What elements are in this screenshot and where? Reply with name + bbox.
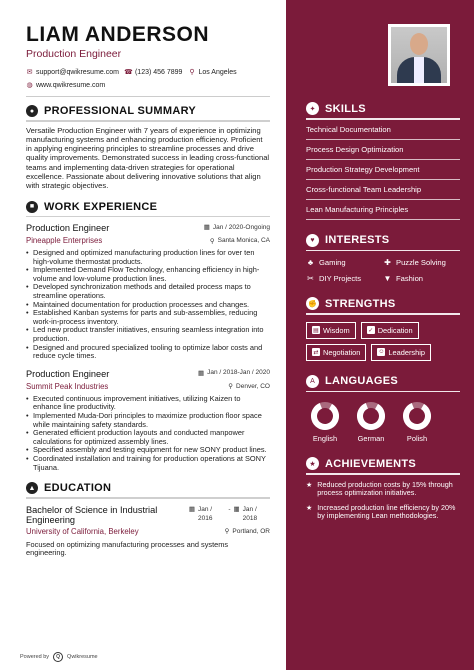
education-heading: [26, 482, 270, 494]
skill-item: Technical Documentation: [306, 120, 460, 140]
education-end: Jan / 2018: [242, 505, 258, 522]
bullet: • Led new product transfer initiatives, ensuring seamless integration into production.: [26, 326, 270, 343]
skills-list: [306, 120, 460, 220]
bullet: • Developed synchronization methods and detailed process maps to streamline operations.: [26, 283, 270, 300]
summary-heading: [26, 105, 270, 117]
language-label: German: [357, 434, 385, 443]
book-icon: ▤: [313, 327, 319, 334]
briefcase-icon: ■: [26, 201, 38, 213]
strength-label: Negotiation: [323, 347, 361, 357]
achievements-title: ACHIEVEMENTS: [325, 457, 416, 470]
strength-label: Leadership: [388, 347, 425, 357]
language-level-ring: [310, 401, 340, 431]
interests-heading: [306, 234, 460, 247]
education-entry: [26, 505, 270, 526]
location-pin-icon: ⚲: [224, 528, 230, 536]
languages-heading: [306, 375, 460, 388]
lightbulb-icon: ✦: [306, 102, 319, 115]
bullet: • Designed and procured specialized tooling to optimize labor costs and reduce cycle times.: [26, 344, 270, 361]
strengths-rule: [306, 313, 460, 315]
contact-phone[interactable]: [125, 69, 182, 76]
mail-icon: ✉: [26, 69, 33, 76]
puzzle-icon: ✚: [384, 258, 391, 267]
skill-item: Process Design Optimization: [306, 140, 460, 160]
job-dates-text: Jan / 2020-Ongoing: [212, 223, 270, 231]
achievement-text: Reduced production costs by 15% through process optimization initiatives.: [317, 479, 453, 498]
language-item: [402, 401, 432, 443]
strength-chip: [306, 322, 356, 339]
interests-rule: [306, 250, 460, 252]
job-entry-2: [26, 369, 270, 472]
education-title: EDUCATION: [44, 482, 112, 495]
achievements-heading: [306, 457, 460, 470]
interest-item: [306, 274, 383, 283]
skill-item: Cross-functional Team Leadership: [306, 180, 460, 200]
job-location: [228, 382, 270, 391]
powered-by[interactable]: [20, 652, 98, 662]
profile-photo: [388, 24, 450, 86]
email-text: support@qwikresume.com: [36, 69, 119, 76]
language-label: English: [312, 434, 338, 443]
languages-title: LANGUAGES: [325, 375, 398, 387]
trophy-icon: ★: [306, 481, 313, 489]
strength-label: Wisdom: [323, 325, 350, 335]
strengths-title: STRENGTHS: [325, 297, 396, 310]
strengths-heading: [306, 297, 460, 310]
calendar-icon: ▦: [203, 224, 210, 232]
bullet: • Maintained documentation for production processes and changes.: [26, 301, 270, 310]
calendar-icon: ▦: [188, 505, 195, 513]
bullet: • Designed and optimized manufacturing production lines for over ten high-volume thermostat products.: [26, 249, 270, 266]
graduation-cap-icon: ▲: [26, 482, 38, 494]
job-location-text: Santa Monica, CA: [217, 237, 270, 245]
school-name: University of California, Berkeley: [26, 526, 139, 536]
language-level-ring: [402, 401, 432, 431]
education-description: Focused on optimizing manufacturing processes and systems engineering.: [26, 539, 229, 558]
gamepad-icon: ♣: [307, 258, 314, 267]
website-text: www.qwikresume.com: [36, 82, 106, 89]
contact-location: [188, 69, 236, 76]
education-rule: [26, 497, 270, 499]
contact-website[interactable]: [26, 82, 270, 89]
strength-label: Dedication: [377, 325, 413, 335]
achievement-item: [306, 481, 460, 498]
contact-row: [26, 69, 270, 76]
language-level-ring: [356, 401, 386, 431]
skill-item: Production Strategy Development: [306, 160, 460, 180]
job-location-text: Denver, CO: [236, 382, 270, 390]
education-dates: ▦ Jan / 2016 - ▦ Jan / 2018: [189, 505, 270, 526]
location-pin-icon: ⚲: [189, 69, 195, 76]
strength-chip: [361, 322, 419, 339]
brand-text: Qwikresume: [67, 654, 98, 660]
right-column: [286, 0, 474, 670]
location-text: Los Angeles: [198, 69, 237, 76]
bullet: • Coordinated installation and training for production operations at SONY Tijuana.: [26, 455, 270, 472]
achievement-text: Increased production line efficiency by 20% by implementing Lean methodologies.: [317, 502, 456, 521]
job-location: [210, 236, 270, 245]
check-icon: ✓: [368, 327, 374, 334]
powered-by-text: Powered by: [20, 654, 50, 660]
header-divider: [26, 96, 270, 97]
job-entry-1: [26, 223, 270, 361]
education-start: Jan / 2016: [198, 505, 213, 522]
interest-item: [383, 274, 460, 283]
job-dates: [198, 369, 270, 377]
interest-label: Fashion: [396, 274, 424, 283]
bullet: • Generated efficient production layouts and conducted manpower calculations for optimized assembly lines.: [26, 429, 270, 446]
school-location: [225, 527, 270, 536]
bullet: • Implemented Demand Flow Technology, enhancing efficiency in high-volume and low-volume production lines.: [26, 266, 270, 283]
heart-icon: ♥: [306, 234, 319, 247]
handshake-icon: ⇄: [313, 349, 319, 356]
language-item: [356, 401, 386, 443]
job-dates-text: Jan / 2018-Jan / 2020: [207, 369, 270, 377]
translate-icon: A: [306, 375, 319, 388]
experience-heading: [26, 201, 270, 213]
trophy-icon: ★: [306, 457, 319, 470]
interest-label: DIY Projects: [319, 274, 362, 283]
achievement-item: [306, 504, 460, 521]
bullet: • Specified assembly and testing equipment for new SONY product lines.: [26, 446, 270, 455]
experience-rule: [26, 216, 270, 218]
calendar-icon: ▦: [233, 505, 240, 513]
skills-heading: [306, 102, 460, 115]
company-name: Pineapple Enterprises: [26, 236, 103, 246]
candidate-role: Production Engineer: [26, 48, 122, 60]
phone-text: (123) 456 7899: [134, 69, 183, 76]
bullet: • Executed continuous improvement initiatives, utilizing Kaizen to enhance line productivity.: [26, 395, 270, 412]
summary-title: PROFESSIONAL SUMMARY: [44, 105, 197, 117]
job-bullets: [26, 249, 270, 361]
trophy-icon: ★: [306, 504, 313, 512]
job-dates: [204, 223, 270, 231]
bullet: • Established Kanban systems for parts and sub-assemblies, reducing work-in-process inventory.: [26, 309, 270, 326]
achievements-rule: [306, 473, 460, 475]
job-bullets: [26, 395, 270, 472]
interest-item: [383, 258, 460, 267]
skills-title: SKILLS: [325, 102, 366, 115]
skill-item: Lean Manufacturing Principles: [306, 200, 460, 220]
language-label: Polish: [406, 434, 428, 443]
strength-chip: [306, 344, 366, 361]
interest-label: Gaming: [319, 258, 346, 267]
bullet: • Implemented Muda-Dori principles to maximize production floor space while maintaining safety standards.: [26, 412, 270, 429]
skills-rule: [306, 118, 460, 120]
tools-icon: ✂: [307, 274, 314, 283]
languages-rule: [306, 391, 460, 393]
school-location-text: Portland, OR: [232, 527, 270, 535]
languages-list: [306, 401, 460, 443]
job-title: Production Engineer: [26, 368, 110, 379]
team-icon: ☺: [378, 349, 385, 355]
globe-icon: ◍: [26, 82, 33, 89]
location-pin-icon: ⚲: [209, 237, 215, 245]
phone-icon: ☎: [124, 69, 133, 76]
language-item: [310, 401, 340, 443]
user-icon: ●: [26, 105, 38, 117]
company-name: Summit Peak Industries: [26, 381, 109, 391]
contact-email[interactable]: [26, 69, 119, 76]
shirt-icon: ▼: [383, 274, 392, 283]
degree: Bachelor of Science in Industrial Engineering: [26, 504, 158, 526]
interest-label: Puzzle Solving: [396, 258, 446, 267]
arm-icon: ✊: [306, 297, 319, 310]
interests-title: INTERESTS: [325, 234, 390, 246]
summary-rule: [26, 120, 270, 122]
strength-chip: [371, 344, 431, 361]
interest-item: [306, 258, 383, 267]
qwikresume-logo-icon: Q: [53, 652, 63, 662]
job-title: Production Engineer: [26, 223, 110, 234]
candidate-name: LIAM ANDERSON: [26, 23, 210, 46]
location-pin-icon: ⚲: [228, 383, 234, 391]
interests-grid: [306, 258, 460, 283]
summary-text: Versatile Production Engineer with 7 years of experience in optimizing manufacturing systems and enhancing production efficiency. Proficient in applying engineering principles to streamline processes and drive quality improvements. Demonstrated success in leading cross-functional teams and implementing data-driven strategies for operational excellence. Passionate about delivering innovative solutions that align with strategic objectives.: [26, 125, 270, 191]
calendar-icon: ▦: [197, 369, 205, 377]
strengths-list: [306, 322, 460, 361]
experience-title: WORK EXPERIENCE: [44, 200, 158, 213]
